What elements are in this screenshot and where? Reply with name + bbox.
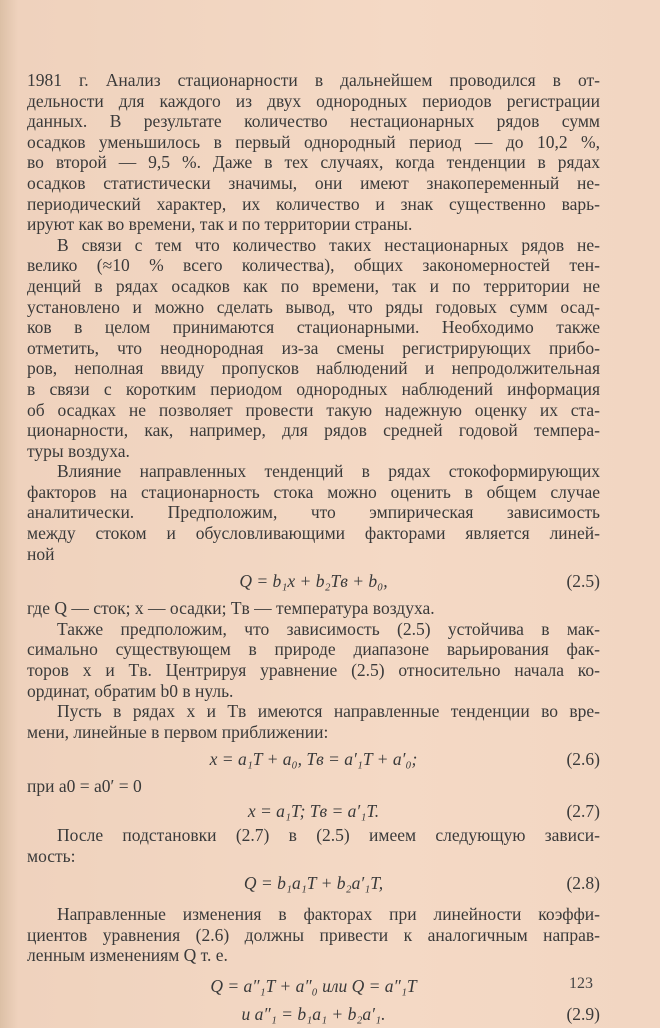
text-line: факторов на стационарность стока можно оценить в общем случае — [27, 481, 600, 502]
book-page-body — [27, 70, 600, 1028]
text-line: где Q — сток; x — осадки; Tв — температура воздуха. — [27, 598, 435, 619]
text-line: ков в целом принимаются стационарными. Необходимо также — [27, 317, 600, 338]
text-line: во второй — 9,5 %. Даже в тех случаях, когда тенденции в рядах — [27, 152, 600, 173]
equation-2-7 — [27, 797, 600, 825]
equation-number: (2.7) — [566, 801, 600, 821]
equation-2-9-first — [27, 972, 600, 1000]
text-line: циентов уравнения (2.6) должны привести к аналогичным направ- — [27, 924, 600, 945]
text-line: Влияние направленных тенденций в рядах стокоформирующих — [57, 461, 600, 482]
paragraph-stationarity-analysis — [27, 70, 600, 235]
text-line: туры воздуха. — [27, 440, 130, 461]
text-line: периодический характер, их количество и знак существенно варь- — [27, 193, 600, 214]
equation-2-8 — [27, 866, 600, 900]
equation-2-9 — [27, 1000, 600, 1028]
text-line: в связи с коротким периодом однородных наблюдений информация — [27, 378, 600, 399]
equation-formula: и a″₁ = b₁a₁ + b₂a′₁. — [241, 1003, 386, 1024]
equation-formula: x = a₁T + a₀, Tв = a′₁T + a′₀; — [209, 749, 418, 770]
text-line: данных. В результате количество нестационарных рядов сумм — [27, 111, 600, 132]
text-line: дельности для каждого из двух однородных периодов регистрации — [27, 90, 600, 111]
paragraph-directed-tendencies — [27, 461, 600, 564]
text-line: ленным изменениям Q т. е. — [27, 945, 228, 966]
text-line: между стоком и обусловливающими факторами является линей- — [27, 523, 600, 544]
equation-formula: Q = b₁x + b₂Tв + b₀, — [239, 571, 388, 592]
paragraph-precipitation-series — [27, 235, 600, 462]
paragraph-linear-trends — [27, 701, 600, 742]
text-line: денций в рядах осадков как по времени, так и по территории не — [27, 275, 600, 296]
text-line: симально существующем в природе диапазоне варьирования фак- — [27, 639, 600, 660]
text-line: ируют как во времени, так и по территории страны. — [27, 214, 413, 235]
text-line: В связи с тем что количество таких нестационарных рядов не- — [57, 234, 600, 255]
text-line: установлено и можно сделать вывод, что ряды годовых сумм осад- — [27, 296, 600, 317]
text-line: ной — [27, 543, 55, 564]
equation-number: (2.5) — [566, 571, 600, 592]
text-line: велико (≈10 % всего количества), общих закономерностей тен- — [27, 255, 600, 276]
paragraph-substitution — [27, 825, 600, 866]
text-line: осадков уменьшилось в первый однородный период — до 10,2 %, — [27, 131, 600, 152]
equation-number: (2.9) — [566, 1003, 600, 1024]
equation-formula: Q = a″₁T + a″₀ или Q = a″₁T — [210, 975, 417, 996]
text-line: После подстановки (2.7) в (2.5) имеем следующую зависи- — [57, 825, 600, 845]
text-line: осадков статистически значимы, они имеют знакопеременный не- — [27, 172, 600, 193]
text-line: Также предположим, что зависимость (2.5) устойчива в мак- — [57, 618, 600, 639]
equation-2-5 — [27, 564, 600, 598]
equation-formula: x = a₁T; Tв = a′₁T. — [247, 801, 380, 821]
text-line: 1981 г. Анализ стационарности в дальнейшем проводился в от- — [27, 70, 600, 90]
page-number: 123 — [569, 975, 593, 992]
text-line: торов x и Tв. Центрируя уравнение (2.5) относительно начала ко- — [27, 660, 600, 681]
equation-number: (2.8) — [566, 873, 600, 894]
equation-formula: Q = b₁a₁T + b₂a′₁T, — [243, 873, 384, 894]
text-line: при a0 = a0′ = 0 — [27, 776, 142, 797]
text-line: об осадках не позволяет провести такую надежную оценку их ста- — [27, 399, 600, 420]
text-line: отметить, что неоднородная из-за смены регистрирующих прибо- — [27, 337, 600, 358]
text-line: Направленные изменения в факторах при линейности коэффи- — [57, 904, 600, 925]
text-line: аналитически. Предположим, что эмпирическая зависимость — [27, 502, 600, 523]
text-line: ционарности, как, например, для рядов средней годовой темпера- — [27, 420, 600, 441]
text-line: Пусть в рядах x и Tв имеются направленные тенденции во вре- — [57, 701, 600, 722]
text-line: ординат, обратим b0 в нуль. — [27, 680, 234, 701]
paragraph-directed-changes — [27, 904, 600, 966]
paragraph-assumption — [27, 619, 600, 701]
equation-2-6 — [27, 742, 600, 776]
text-line: ров, неполная ввиду пропусков наблюдений и непродолжительная — [27, 358, 600, 379]
text-line: мени, линейные в первом приближении: — [27, 721, 329, 742]
equation-number: (2.6) — [566, 749, 600, 770]
text-line: мость: — [27, 845, 76, 866]
